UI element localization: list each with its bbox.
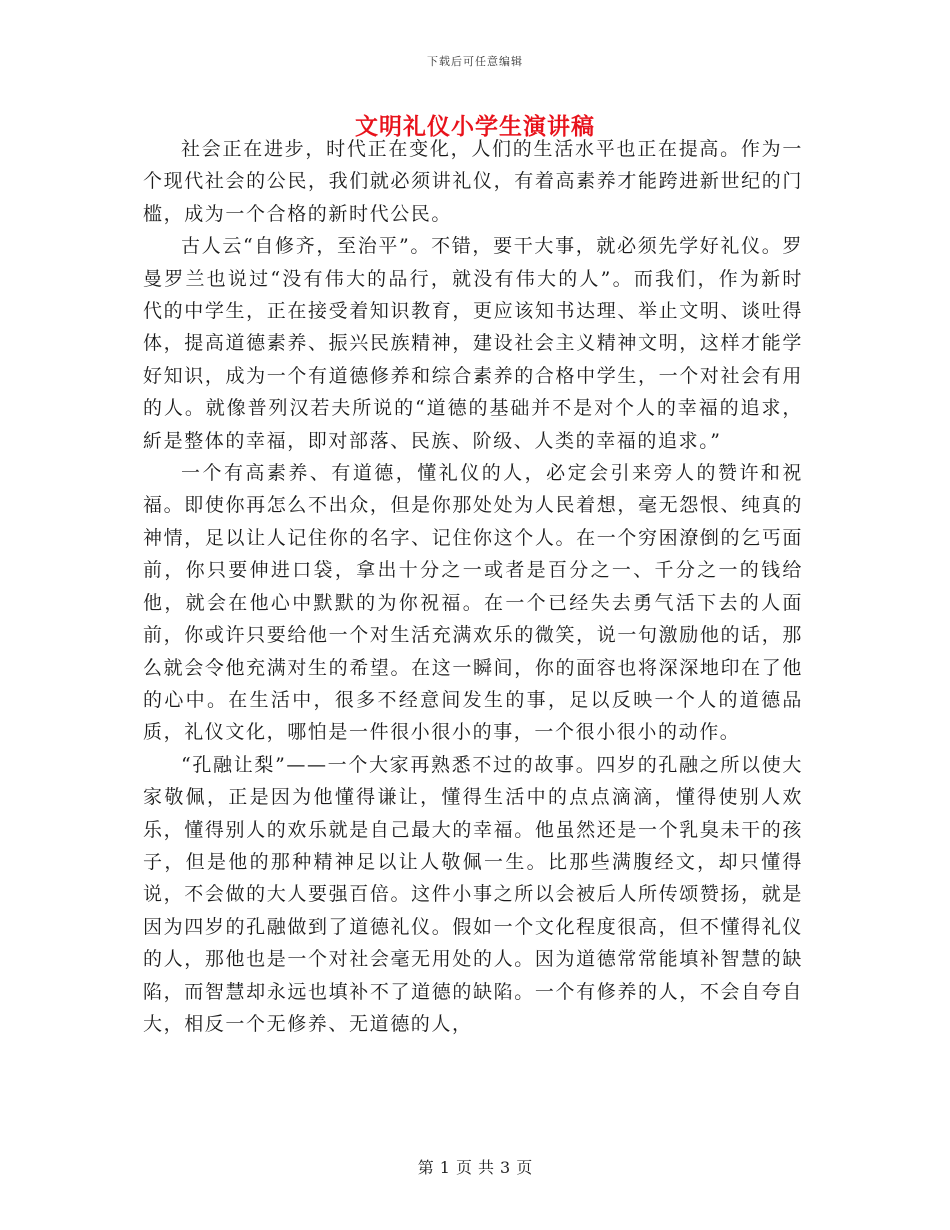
document-body [143,133,803,1040]
document-title: 文明礼仪小学生演讲稿 [355,113,595,140]
page-label: 页 [455,1158,472,1177]
header-note: 下载后可任意编辑 [427,55,523,68]
page-footer [0,1155,950,1178]
paragraph: 古人云“自修齐，至治平”。不错，要干大事，就必须先学好礼仪。罗曼罗兰也说过“没有伟大的品行，就没有伟大的人”。而我们，作为新时代的中学生，正在接受着知识教育，更应该知书达理、举止文明、谈吐得体，提高道德素养、振兴民族精神，建设社会主义精神文明，这样才能学好知识，成为一个有道德修养和综合素养的合格中学生，一个对社会有用的人。就像普列汉若夫所说的“道德的基础并不是对个人的幸福的追求，紤是整体的幸福，即对部落、民族、阶级、人类的幸福的追求。” [143,235,803,452]
current-page-number: 1 [439,1158,450,1177]
paragraph: “孔融让梨”——一个大家再熟悉不过的故事。四岁的孔融之所以使大家敬佩，正是因为他懂得谦让，懂得生活中的点点滴滴，懂得使别人欢乐，懂得别人的欢乐就是自己最大的幸福。他虽然还是一个乳臭未干的孩子，但是他的那种精神足以让人敬佩一生。比那些满腹经文，却只懂得说，不会做的大人要强百倍。这件小事之所以会被后人所传颂赞扬，就是因为四岁的孔融做到了道德礼仪。假如一个文化程度很高，但不懂得礼仪的人，那他也是一个对社会毫无用处的人。因为道德常常能填补智慧的缺陷，而智慧却永远也填补不了道德的缺陷。一个有修养的人，不会自夸自大，相反一个无修养、无道德的人， [143,753,803,1035]
page-prefix: 第 [417,1158,434,1177]
paragraph: 社会正在进步，时代正在变化，人们的生活水平也正在提高。作为一个现代社会的公民，我们就必须讲礼仪，有着高素养才能跨进新世纪的门槛，成为一个合格的新时代公民。 [143,138,803,225]
total-label: 页 [516,1158,533,1177]
total-prefix: 共 [478,1158,495,1177]
paragraph: 一个有高素养、有道德，懂礼仪的人，必定会引来旁人的赞许和祝福。即使你再怎么不出众，但是你那处处为人民着想，毫无怨恨、纯真的神情，足以让人记住你的名字、记住你这个人。在一个穷困潦倒的乞丐面前，你只要伸进口袋，拿出十分之一或者是百分之一、千分之一的钱给他，就会在他心中默默的为你祝福。在一个已经失去勇气活下去的人面前，你或许只要给他一个对生活充满欢乐的微笑，说一句激励他的话，那么就会令他充满对生的希望。在这一瞬间，你的面容也将深深地印在了他的心中。在生活中，很多不经意间发生的事，足以反映一个人的道德品质，礼仪文化，哪怕是一件很小很小的事，一个很小很小的动作。 [143,462,803,744]
total-page-count: 3 [500,1158,511,1177]
